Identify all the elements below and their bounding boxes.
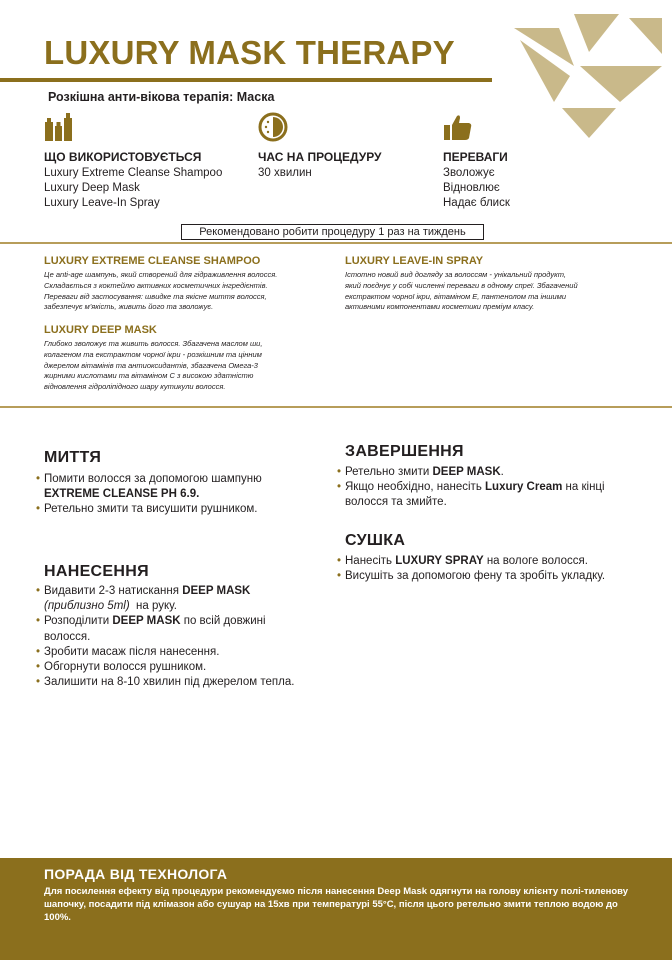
- step-text: Помити волосся за допомогою шампуню: [44, 473, 262, 485]
- step-item: [36, 675, 336, 690]
- description-line: відновлення гідроліпідного шару кутикули волосся.: [44, 382, 226, 392]
- finishing-title: ЗАВЕРШЕННЯ: [345, 443, 464, 460]
- application-title: НАНЕСЕННЯ: [44, 563, 149, 580]
- step-text: Обгорнути волосся рушником.: [44, 661, 207, 674]
- spray-name: LUXURY LEAVE-IN SPRAY: [345, 255, 484, 267]
- step-text: .: [500, 466, 504, 478]
- step-text: Зробити масаж після нанесення.: [44, 645, 220, 658]
- mask-name: LUXURY DEEP MASK: [44, 324, 157, 336]
- step-bold-text: DEEP MASK: [112, 615, 181, 628]
- used-product-item: Luxury Deep Mask: [44, 182, 140, 194]
- step-text: Ретельно змити та висушити рушником.: [44, 503, 258, 516]
- description-line: активними компонентами косметики преміум класу.: [345, 302, 535, 312]
- step-text: на руку.: [129, 600, 177, 613]
- step-item-continuation: [36, 487, 326, 502]
- step-text: Розподілити: [44, 615, 113, 628]
- step-item: [337, 569, 657, 584]
- description-line: Істотно новий вид догляду за волоссям - унікальний продукт,: [345, 270, 566, 279]
- step-text: на кінці: [562, 481, 605, 494]
- title-underline: [0, 78, 492, 82]
- washing-title: МИТТЯ: [44, 449, 102, 466]
- step-text: по всій довжині: [180, 615, 266, 628]
- recommendation-box: Рекомендовано робити процедуру 1 раз на тиждень: [181, 224, 484, 240]
- description-line: джерелом вітамінів та антиоксидантів, збагачена Омега-3: [44, 360, 258, 370]
- description-line: колагеном та екстрактом чорної ікри - розкішним та цінним: [44, 349, 262, 359]
- description-line: екстрактом чорної ікри, вітаміном Е, пантенолом та іншими: [345, 291, 567, 301]
- step-item: [36, 584, 336, 599]
- benefits-heading: ПЕРЕВАГИ: [443, 150, 508, 164]
- step-text: на вологе волосся.: [483, 555, 588, 567]
- diamond-logo-icon: [514, 14, 662, 138]
- products-top-divider: [0, 242, 672, 244]
- benefit-item: Відновлює: [443, 182, 500, 194]
- products-bottom-divider: [0, 406, 672, 408]
- clock-icon: [258, 112, 288, 142]
- step-item: [36, 502, 326, 517]
- thumbs-up-icon: [443, 112, 473, 142]
- procedure-time-value: 30 хвилин: [258, 167, 312, 179]
- step-text: Нанесіть: [345, 555, 396, 567]
- step-text: Якщо необхідно, нанесіть: [345, 481, 486, 494]
- washing-steps: [36, 472, 326, 518]
- step-bold-text: DEEP MASK: [432, 466, 501, 478]
- step-item: [337, 480, 637, 495]
- step-item: [337, 554, 657, 569]
- application-steps: [36, 584, 336, 690]
- step-item-continuation: [36, 599, 336, 614]
- description-line: Глибоко зволожує та живить волосся. Збагачена маслом ши,: [44, 339, 263, 348]
- technologist-tip-text: Для посилення ефекту від процедури рекомендуємо після нанесення Deep Mask одягнути на голову клієнту полі-тиленову шапочку, посадити під клімазон або сушуар на 15хв при температурі 55°С, після цього ретельно змити теплою водою до 100%.: [44, 886, 629, 923]
- drying-steps: [337, 554, 657, 584]
- step-item: [36, 614, 336, 629]
- step-bold-text: Luxury Cream: [485, 481, 563, 494]
- spray-description: [345, 270, 645, 313]
- step-bold-text: EXTREME CLEANSE PH 6.9.: [44, 488, 200, 501]
- shampoo-name: LUXURY EXTREME CLEANSE SHAMPOO: [44, 255, 261, 267]
- benefit-item: Надає блиск: [443, 197, 510, 209]
- technologist-tip-panel: [0, 858, 672, 960]
- description-line: Це anti-age шампунь, який створений для гідрaживлення волосся.: [44, 270, 278, 279]
- used-products-list: [44, 166, 222, 211]
- shampoo-description: [44, 270, 334, 313]
- step-text: волосся.: [44, 630, 91, 643]
- step-item-continuation: [36, 630, 336, 645]
- mask-description: [44, 339, 334, 393]
- step-text: волосся та змийте.: [345, 496, 447, 509]
- page-title: LUXURY MASK THERAPY: [44, 34, 455, 71]
- used-product-item: Luxury Extreme Cleanse Shampoo: [44, 167, 223, 179]
- step-item: [36, 472, 326, 487]
- procedure-time-list: [258, 166, 312, 181]
- description-line: який поєднує у собі численні переваги в одному спреї. Збагачений: [345, 280, 578, 290]
- step-item: [36, 645, 336, 660]
- procedure-time-heading: ЧАС НА ПРОЦЕДУРУ: [258, 150, 382, 164]
- step-item: [36, 660, 336, 675]
- used-products-heading: ЩО ВИКОРИСТОВУЄТЬСЯ: [44, 150, 202, 164]
- step-text: Видавити 2-3 натискання: [44, 585, 183, 597]
- step-bold-text: LUXURY SPRAY: [395, 555, 484, 567]
- step-italic-text: (приблизно 5ml): [44, 600, 130, 613]
- benefit-item: Зволожує: [443, 167, 495, 179]
- technologist-tip-title: ПОРАДА ВІД ТЕХНОЛОГА: [44, 866, 228, 882]
- drying-title: СУШКА: [345, 532, 406, 549]
- page-subtitle: Розкішна анти-вікова терапія: Маска: [48, 90, 275, 104]
- description-line: Складається з коктейлю активних косметичних інгредієнтів.: [44, 280, 268, 290]
- step-text: Висушіть за допомогою фену та зробіть укладку.: [345, 570, 606, 583]
- description-line: жирними кислотами та вітаміном С з високою здатністю: [44, 371, 254, 381]
- step-text: Ретельно змити: [345, 466, 433, 478]
- description-line: Переваги від застосування: швидке та якісне миття волосся,: [44, 291, 267, 301]
- step-text: Залишити на 8-10 хвилин під джерелом тепла.: [44, 676, 295, 689]
- step-bold-text: DEEP MASK: [182, 585, 251, 597]
- used-product-item: Luxury Leave-In Spray: [44, 197, 160, 209]
- description-line: забезпечує м'якість, живить його та зволожує.: [44, 302, 214, 312]
- finishing-steps: [337, 465, 637, 511]
- step-item: [337, 465, 637, 480]
- benefits-list: [443, 166, 510, 211]
- bottles-icon: [44, 112, 74, 142]
- step-item-continuation: [337, 495, 637, 510]
